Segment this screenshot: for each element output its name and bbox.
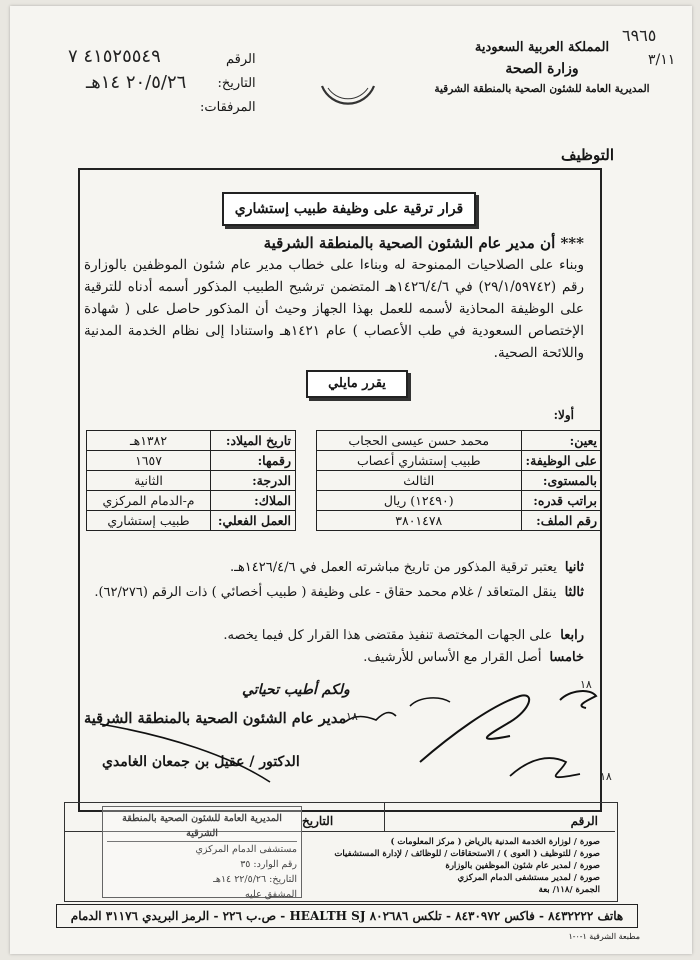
bottom-number-label: الرقم (570, 814, 598, 828)
hand-note: ١٨ (600, 770, 612, 783)
list-item: صورة / لوزارة الخدمة المدنية بالرياض ( مركز المعلومات ) (390, 837, 600, 847)
row-label: براتب قدره: (521, 491, 601, 511)
ref-labels (200, 48, 256, 120)
date-label: التاريخ: (217, 76, 256, 91)
row-label: رقمها: (211, 451, 296, 471)
row-label: الملاك: (211, 491, 296, 511)
list-item: صورة / لمدير مستشفى الدمام المركزي (457, 873, 600, 883)
list-item: الجمرة /١١٨/ بعة (538, 885, 600, 895)
document-page (10, 6, 692, 954)
table-row (87, 511, 296, 531)
directorate-name: المديرية العامة للشئون الصحية بالمنطقة الشرقية (434, 83, 650, 95)
signatory-name: الدكتور / عقيل بن جمعان الغامدي (102, 754, 300, 770)
table-row (87, 451, 296, 471)
item-text: ينقل المتعاقد / غلام محمد حقاق - على وظيفة ( طبيب أخصائي ) ذات الرقم (٦٢/٢٧٦). (94, 585, 557, 600)
table-row (317, 511, 602, 531)
ministry-name: وزارة الصحة (505, 61, 579, 77)
regards-text: ولكم أطيب تحياتي (242, 682, 350, 698)
stamp-line: المشفق عليه (244, 889, 297, 900)
hand-note: ١٨ (580, 678, 592, 691)
row-value: ١٦٥٧ (87, 451, 211, 471)
kingdom-name: المملكة العربية السعودية (474, 40, 610, 55)
list-item: صورة / لمدير عام شئون الموظفين بالوزارة (445, 861, 600, 871)
item-fifth (84, 650, 584, 665)
item-number: ثالثا (564, 585, 584, 600)
crescent-emblem-icon (316, 66, 380, 130)
row-label: يعين: (521, 431, 601, 451)
ref-number-handwritten: ٤١٥٢٥٥٤٩ ٧ (68, 46, 161, 67)
row-label: الدرجة: (211, 471, 296, 491)
intro-opening: *** أن مدير عام الشئون الصحية بالمنطقة الشرقية (263, 234, 584, 252)
stamp-line: رقم الوارد: ٣٥ (240, 859, 297, 870)
ref-label: الرقم (226, 52, 256, 67)
first-label: أولا: (553, 408, 574, 422)
item-fourth (84, 628, 584, 643)
position-table (86, 430, 296, 531)
employee-table (316, 430, 602, 531)
row-value: الثانية (87, 471, 211, 491)
stamp-line: التاريخ: ٢٢/٥/٢٦ ١٤هـ (213, 874, 297, 885)
intro-paragraph (84, 232, 584, 364)
stamp-line: المديرية العامة للشئون الصحية بالمنطقة الشرقية (107, 811, 297, 842)
row-value: طبيب إستشاري أعصاب (317, 451, 522, 471)
item-number: رابعا (560, 628, 584, 643)
table-row (317, 451, 602, 471)
item-number: ثانيا (564, 560, 584, 575)
stamp-line: مستشفى الدمام المركزي (195, 844, 297, 855)
row-label: العمل الفعلي: (211, 511, 296, 531)
table-row (317, 491, 602, 511)
table-row (317, 471, 602, 491)
decision-title: قرار ترقية على وظيفة طبيب إستشاري (222, 192, 476, 226)
hand-note: ١٨ (346, 710, 358, 723)
item-third (84, 582, 584, 604)
print-code: مطبعة الشرقية ١-٠-١ (568, 932, 640, 941)
corner-number: ٦٩٦٥ (622, 26, 657, 45)
department-label: التوظيف (560, 146, 614, 164)
signature-scribbles (90, 666, 610, 806)
received-stamp (102, 806, 302, 898)
row-label: رقم الملف: (521, 511, 601, 531)
signatory-title: مدير عام الشئون الصحية بالمنطقة الشرقية (84, 710, 347, 727)
table-row (317, 431, 602, 451)
footer-contact: هاتف ٨٤٣٢٢٢٢ - فاكس ٨٤٣٠٩٧٢ - تلكس ٨٠٢٦٨٦ HEALTH SJ - ص.ب ٢٢٦ - الرمز البريدي ٣١١٧٦ الدمام (56, 904, 638, 928)
row-value: ٣٨٠١٤٧٨ (317, 511, 522, 531)
list-item: صورة / للتوظيف ( العوى ) / الاستحقاقات / للوظائف / لإدارة المستشفيات (334, 849, 600, 859)
letterhead (432, 40, 652, 95)
attachments-label: المرفقات: (200, 100, 256, 115)
decides-label: يقرر مايلي (306, 370, 408, 398)
row-value: م-الدمام المركزي (87, 491, 211, 511)
table-row (87, 471, 296, 491)
divider (384, 803, 385, 831)
row-value: طبيب إستشاري (87, 511, 211, 531)
item-second (84, 560, 584, 575)
row-label: بالمستوى: (521, 471, 601, 491)
table-row (87, 431, 296, 451)
row-label: على الوظيفة: (521, 451, 601, 471)
row-value: الثالث (317, 471, 522, 491)
corner-mark: ٣/١١ (648, 52, 676, 68)
table-row (87, 491, 296, 511)
item-text: يعتبر ترقية المذكور من تاريخ مباشرته العمل في ١٤٢٦/٤/٦هـ. (230, 560, 557, 575)
bottom-date-label: التاريخ (302, 814, 334, 828)
date-handwritten: ٢٠/٥/٢٦ ١٤هـ (86, 72, 187, 93)
item-number: خامسا (549, 650, 584, 665)
copies-list (320, 836, 600, 896)
row-label: تاريخ الميلاد: (211, 431, 296, 451)
row-value: (١٢٤٩٠) ريال (317, 491, 522, 511)
row-value: ١٣٨٢هـ (87, 431, 211, 451)
item-text: على الجهات المختصة تنفيذ مقتضى هذا القرار كل فيما يخصه. (223, 628, 553, 643)
row-value: محمد حسن عيسى الحجاب (317, 431, 522, 451)
intro-body: وبناء على الصلاحيات الممنوحة له وبناءا على خطاب مدير عام شئون الموظفين بالوزارة رقم (٢٩/١/٥٩٧٤٢) في ١٤٢٦/٤/٦هـ المتضمن ترشيح الطبيب المذكور أسمه أدناه للترقية على الوظيفة المحاذية لأسمه للعمل بهذا الجهاز وحيث أن المذكور حاصل على ( شهادة الإختصاص السعودية في طب الأعصاب ) عام ١٤٢١هـ واستنادا إلى نظام الخدمة المدنية واللائحة الصحية. (84, 257, 584, 361)
item-text: أصل القرار مع الأساس للأرشيف. (363, 650, 542, 665)
